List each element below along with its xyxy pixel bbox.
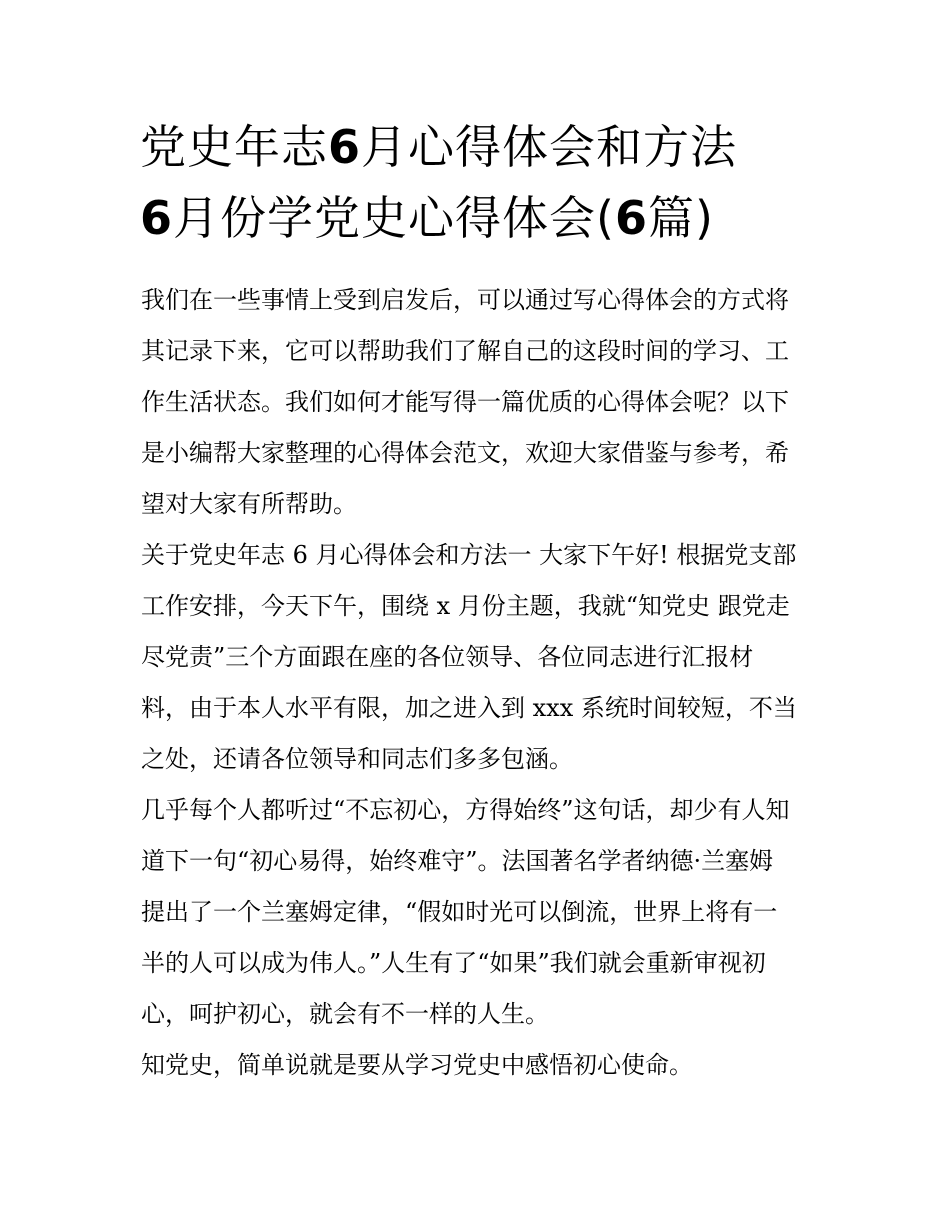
title-line-2-number: 6 (140, 191, 174, 245)
title-line-2-text-a: 月份学党史心得体会( (173, 191, 615, 245)
title-line-2 (140, 183, 820, 254)
title-line-2-text-b: 篇) (647, 191, 714, 245)
paragraph-line: 之处，还请各位领导和同志们多多包涵。 (141, 745, 573, 773)
paragraph-line: 作生活状态。我们如何才能写得一篇优质的心得体会呢？以下 (141, 388, 789, 416)
title-line-1-text-a: 党史年志 (140, 120, 328, 174)
paragraph-original-aspiration (141, 785, 821, 1040)
paragraph-line: 关于党史年志 6 月心得体会和方法一 大家下午好! 根据党支部 (141, 541, 797, 569)
title-line-2-number-2: 6 (614, 191, 648, 245)
title-line-1-number: 6 (328, 120, 362, 174)
paragraph-line: 道下一句“初心易得，始终难守”。法国著名学者纳德·兰塞姆 (141, 847, 774, 875)
paragraph-line: 工作安排，今天下午，围绕 x 月份主题，我就“知党史 跟党走 (141, 592, 790, 620)
paragraph-line: 知党史，简单说就是要从学习党史中感悟初心使命。 (141, 1051, 693, 1079)
paragraph-line: 提出了一个兰塞姆定律，“假如时光可以倒流，世界上将有一 (141, 898, 778, 926)
paragraph-line: 望对大家有所帮助。 (141, 490, 357, 518)
paragraph-line: 尽党责”三个方面跟在座的各位领导、各位同志进行汇报材 (141, 643, 754, 671)
paragraph-line: 几乎每个人都听过“不忘初心，方得始终”这句话，却少有人知 (141, 796, 790, 824)
paragraph-know-party-history (141, 1040, 821, 1091)
document-body (141, 275, 821, 1091)
paragraph-line: 其记录下来，它可以帮助我们了解自己的这段时间的学习、工 (141, 337, 789, 365)
document-title (140, 112, 820, 254)
paragraph-line: 我们在一些事情上受到启发后，可以通过写心得体会的方式将 (141, 286, 789, 314)
paragraph-intro (141, 275, 821, 530)
paragraph-line: 心，呵护初心，就会有不一样的人生。 (141, 1000, 549, 1028)
paragraph-line: 料，由于本人水平有限，加之进入到 xxx 系统时间较短，不当 (141, 694, 797, 722)
paragraph-line: 半的人可以成为伟人。”人生有了“如果”我们就会重新审视初 (141, 949, 766, 977)
title-line-1-text-b: 月心得体会和方法 (361, 120, 738, 174)
title-line-1 (140, 112, 820, 183)
paragraph-line: 是小编帮大家整理的心得体会范文，欢迎大家借鉴与参考，希 (141, 439, 789, 467)
paragraph-greeting (141, 530, 821, 785)
